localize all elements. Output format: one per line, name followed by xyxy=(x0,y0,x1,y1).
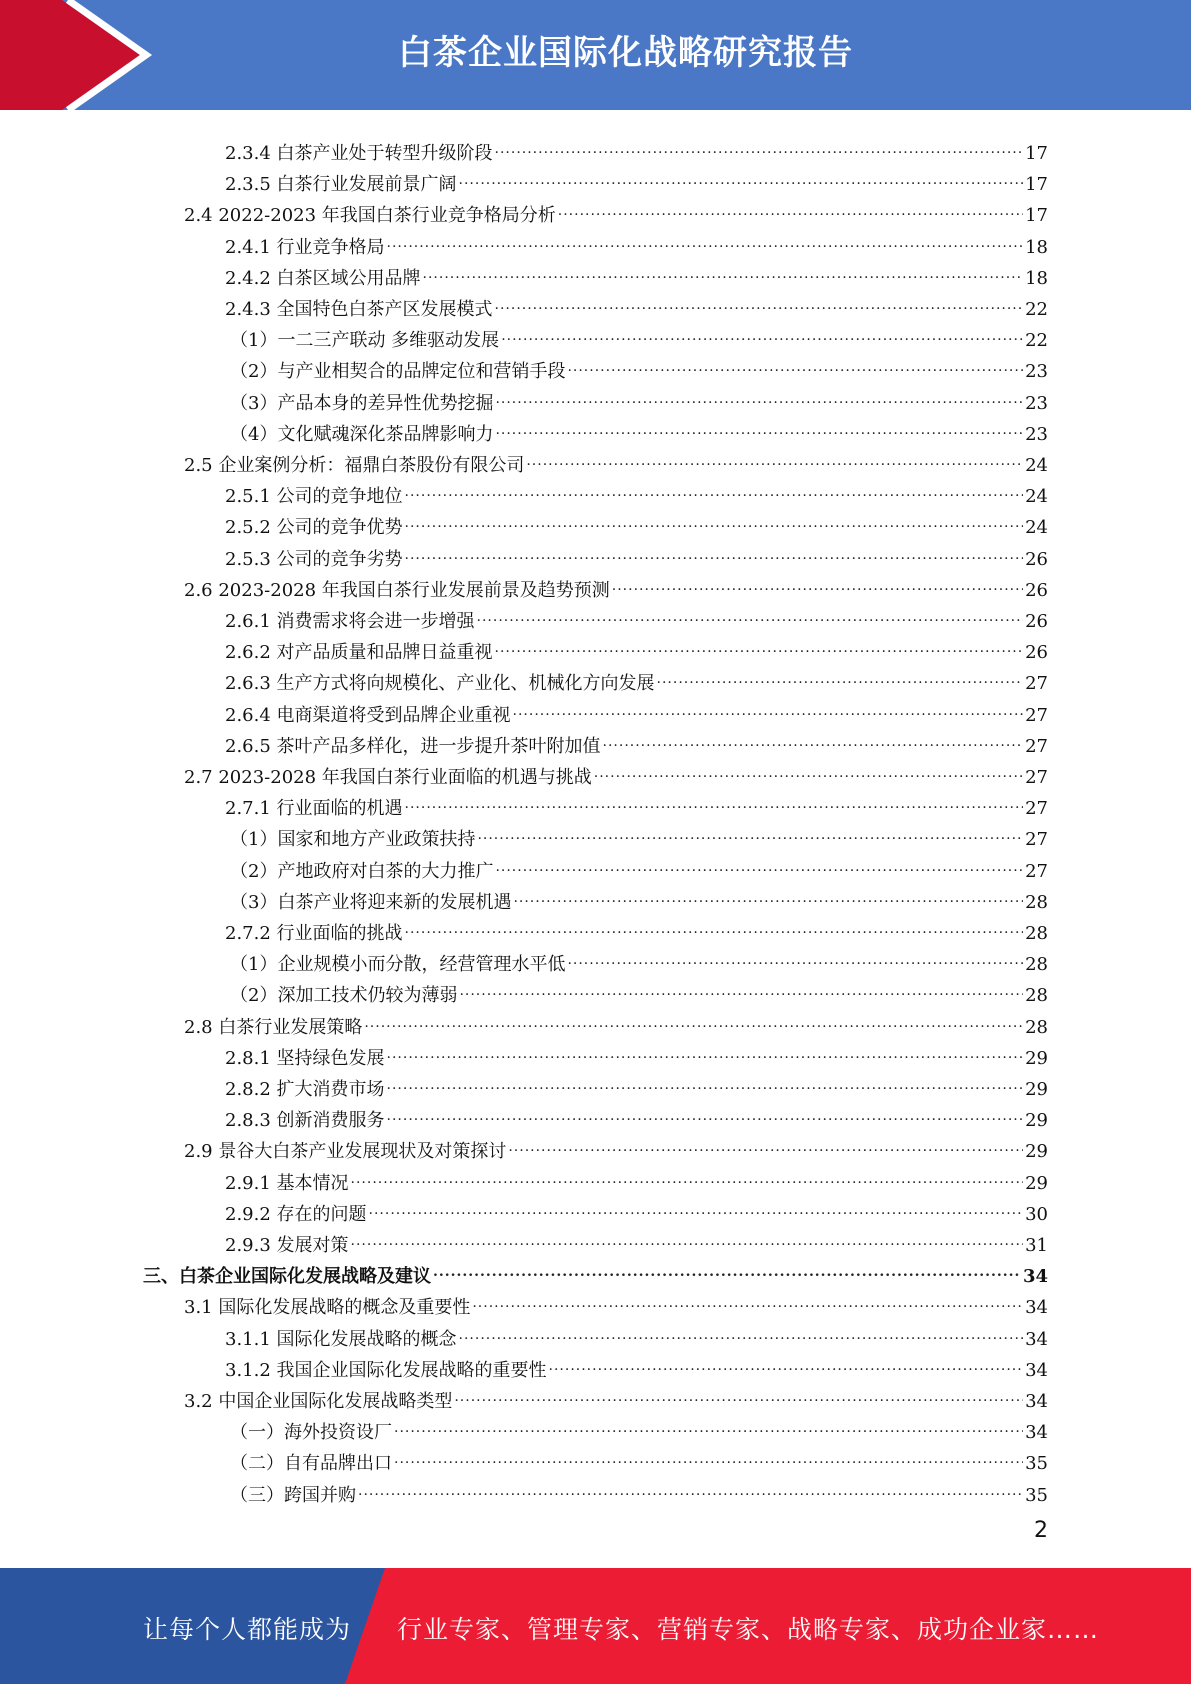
toc-entry-label: （1）企业规模小而分散，经营管理水平低 xyxy=(230,954,566,976)
toc-entry-label: 2.9.3 发展对策 xyxy=(225,1235,349,1256)
toc-leader-dots xyxy=(477,814,1023,845)
toc-leader-dots xyxy=(501,315,1023,346)
toc-entry-page: 28 xyxy=(1025,954,1048,976)
toc-leader-dots xyxy=(594,752,1023,783)
toc-leader-dots xyxy=(358,1470,1023,1501)
toc-leader-dots xyxy=(549,1345,1024,1376)
toc-entry-page: 27 xyxy=(1025,673,1048,695)
toc-leader-dots xyxy=(387,1064,1024,1095)
toc-entry[interactable] xyxy=(184,565,1048,601)
toc-entry[interactable] xyxy=(184,1002,1048,1038)
toc-leader-dots xyxy=(513,877,1023,908)
report-title: 白茶企业国际化战略研究报告 xyxy=(398,33,853,73)
toc-leader-dots xyxy=(567,939,1023,970)
toc-leader-dots xyxy=(513,690,1024,721)
toc-leader-dots xyxy=(405,783,1024,814)
toc-entry[interactable] xyxy=(225,471,1048,508)
toc-entry-page: 35 xyxy=(1025,1484,1048,1506)
toc-entry-page: 28 xyxy=(1025,923,1048,944)
toc-entry[interactable] xyxy=(225,690,1048,726)
toc-entry-label: 2.6 2023-2028 年我国白茶行业发展前景及趋势预测 xyxy=(184,579,610,601)
toc-entry-page: 34 xyxy=(1025,1391,1048,1412)
toc-leader-dots xyxy=(433,1251,1021,1282)
toc-entry-label: 2.9.2 存在的问题 xyxy=(225,1203,367,1225)
toc-entry-label: 2.4 2022-2023 年我国白茶行业竞争格局分析 xyxy=(184,205,556,227)
toc-entry-label: 2.4.3 全国特色白茶产区发展模式 xyxy=(225,299,493,320)
toc-entry-label: （2）深加工技术仍较为薄弱 xyxy=(230,985,458,1007)
toc-entry-page: 34 xyxy=(1025,1359,1048,1381)
toc-entry[interactable] xyxy=(230,877,1048,913)
toc-leader-dots xyxy=(567,346,1023,377)
toc-entry[interactable] xyxy=(230,378,1048,414)
toc-leader-dots xyxy=(387,222,1024,253)
toc-leader-dots xyxy=(657,658,1024,689)
toc-leader-dots xyxy=(472,1282,1023,1313)
toc-entry-label: 2.5 企业案例分析：福鼎白茶股份有限公司 xyxy=(184,455,525,476)
toc-entry-label: 2.7 2023-2028 年我国白茶行业面临的机遇与挑战 xyxy=(184,767,592,788)
toc-leader-dots xyxy=(369,1189,1024,1220)
toc-entry-label: 2.5.3 公司的竞争劣势 xyxy=(225,548,403,570)
toc-entry-page: 26 xyxy=(1025,611,1048,632)
toc-entry-label: （4）文化赋魂深化茶品牌影响力 xyxy=(230,423,494,445)
toc-entry-label: 2.8.2 扩大消费市场 xyxy=(225,1079,385,1100)
toc-entry-page: 34 xyxy=(1025,1422,1048,1444)
toc-entry[interactable] xyxy=(184,1126,1048,1163)
toc-entry[interactable] xyxy=(225,1064,1048,1100)
toc-entry-page: 17 xyxy=(1025,143,1048,164)
toc-entry[interactable] xyxy=(184,1282,1048,1319)
toc-entry[interactable] xyxy=(225,253,1048,289)
toc-entry[interactable] xyxy=(225,534,1048,570)
toc-entry[interactable] xyxy=(184,752,1048,788)
toc-entry[interactable] xyxy=(225,1095,1048,1132)
toc-entry[interactable] xyxy=(230,1407,1048,1444)
toc-entry[interactable] xyxy=(143,1251,1048,1288)
toc-leader-dots xyxy=(454,1376,1023,1407)
toc-leader-dots xyxy=(351,1220,1024,1251)
toc-entry[interactable] xyxy=(230,346,1048,383)
toc-entry[interactable] xyxy=(225,1220,1048,1256)
page-header xyxy=(0,0,1191,110)
toc-entry-page: 23 xyxy=(1025,392,1048,414)
toc-leader-dots xyxy=(495,846,1023,877)
toc-entry-page: 22 xyxy=(1025,330,1048,352)
toc-entry[interactable] xyxy=(230,315,1048,352)
toc-entry-page: 29 xyxy=(1025,1110,1048,1132)
toc-entry-label: （3）产品本身的差异性优势挖掘 xyxy=(230,392,494,414)
toc-entry-label: 2.5.2 公司的竞争优势 xyxy=(225,517,403,539)
toc-leader-dots xyxy=(558,190,1023,221)
toc-leader-dots xyxy=(603,721,1024,752)
toc-entry-page: 23 xyxy=(1025,423,1048,445)
toc-leader-dots xyxy=(423,253,1024,284)
toc-entry-page: 29 xyxy=(1025,1047,1048,1069)
toc-leader-dots xyxy=(459,159,1024,190)
toc-entry[interactable] xyxy=(225,1158,1048,1194)
toc-entry[interactable] xyxy=(225,721,1048,757)
toc-entry-page: 29 xyxy=(1025,1172,1048,1194)
toc-entry[interactable] xyxy=(225,1189,1048,1225)
toc-entry-label: （1）一二三产联动 多维驱动发展 xyxy=(230,330,500,352)
toc-entry-label: 2.6.3 生产方式将向规模化、产业化、机械化方向发展 xyxy=(225,673,655,695)
toc-entry-page: 28 xyxy=(1025,891,1048,913)
toc-entry-page: 30 xyxy=(1025,1203,1048,1225)
toc-entry-label: （二）自有品牌出口 xyxy=(230,1453,392,1475)
toc-entry-label: 2.3.5 白茶行业发展前景广阔 xyxy=(225,174,457,196)
toc-leader-dots xyxy=(394,1438,1023,1469)
toc-leader-dots xyxy=(405,471,1024,502)
toc-entry-label: 2.3.4 白茶产业处于转型升级阶段 xyxy=(225,143,493,164)
toc-entry-label: 2.6.5 茶叶产品多样化，进一步提升茶叶附加值 xyxy=(225,735,601,757)
toc-entry[interactable] xyxy=(225,502,1048,539)
toc-entry[interactable] xyxy=(225,783,1048,820)
toc-entry[interactable] xyxy=(225,284,1048,320)
toc-entry-label: 3.1.1 国际化发展战略的概念 xyxy=(225,1328,457,1350)
toc-entry-page: 18 xyxy=(1025,267,1048,289)
toc-entry[interactable] xyxy=(225,908,1048,944)
toc-entry-label: （1）国家和地方产业政策扶持 xyxy=(230,829,476,851)
toc-entry-page: 27 xyxy=(1025,735,1048,757)
toc-entry-page: 29 xyxy=(1025,1079,1048,1100)
toc-entry-page: 27 xyxy=(1025,860,1048,882)
toc-entry-page: 17 xyxy=(1025,174,1048,196)
toc-leader-dots xyxy=(495,128,1024,159)
toc-entry-page: 24 xyxy=(1025,517,1048,539)
toc-leader-dots xyxy=(459,1314,1024,1345)
toc-leader-dots xyxy=(364,1002,1023,1033)
toc-entry[interactable] xyxy=(230,939,1048,976)
page-number: 2 xyxy=(1034,1518,1048,1543)
toc-entry-label: 2.4.1 行业竞争格局 xyxy=(225,236,385,258)
toc-leader-dots xyxy=(405,502,1024,533)
toc-entry[interactable] xyxy=(225,222,1048,258)
toc-entry-page: 28 xyxy=(1025,985,1048,1007)
toc-entry[interactable] xyxy=(184,1376,1048,1412)
footer-slogan-left: 让每个人都能成为 xyxy=(143,1615,352,1644)
toc-entry[interactable] xyxy=(230,846,1048,882)
toc-entry-page: 27 xyxy=(1025,767,1048,788)
toc-entry-page: 17 xyxy=(1025,205,1048,227)
toc-entry[interactable] xyxy=(184,190,1048,227)
toc-entry-label: 三、白茶企业国际化发展战略及建议 xyxy=(143,1266,431,1288)
toc-leader-dots xyxy=(394,1407,1023,1438)
toc-entry[interactable] xyxy=(225,128,1048,164)
toc-entry-page: 26 xyxy=(1025,642,1048,664)
toc-entry[interactable] xyxy=(230,1438,1048,1475)
toc-leader-dots xyxy=(387,1095,1024,1126)
toc-entry-page: 24 xyxy=(1025,455,1048,476)
toc-leader-dots xyxy=(459,970,1023,1001)
page-footer xyxy=(0,1568,1191,1684)
toc-entry-page: 24 xyxy=(1025,486,1048,508)
toc-entry-page: 28 xyxy=(1025,1016,1048,1038)
toc-entry-label: 2.4.2 白茶区域公用品牌 xyxy=(225,267,421,289)
toc-entry-page: 27 xyxy=(1025,704,1048,726)
toc-entry-label: 2.8.1 坚持绿色发展 xyxy=(225,1047,385,1069)
toc-entry-label: 2.9 景谷大白茶产业发展现状及对策探讨 xyxy=(184,1141,507,1163)
toc-entry-page: 27 xyxy=(1025,829,1048,851)
toc-entry-page: 26 xyxy=(1025,579,1048,601)
toc-entry[interactable] xyxy=(230,1470,1048,1506)
toc-entry-label: 2.6.4 电商渠道将受到品牌企业重视 xyxy=(225,704,511,726)
toc-entry-page: 22 xyxy=(1025,299,1048,320)
toc-leader-dots xyxy=(508,1126,1023,1157)
toc-entry-label: （3）白茶产业将迎来新的发展机遇 xyxy=(230,891,512,913)
toc-entry[interactable] xyxy=(225,1345,1048,1381)
toc-entry[interactable] xyxy=(225,596,1048,632)
toc-leader-dots xyxy=(351,1158,1024,1189)
toc-leader-dots xyxy=(477,596,1024,627)
toc-entry-page: 35 xyxy=(1025,1453,1048,1475)
toc-entry-label: （2）产地政府对白茶的大力推广 xyxy=(230,860,494,882)
toc-entry-label: 3.2 中国企业国际化发展战略类型 xyxy=(184,1391,453,1412)
toc-leader-dots xyxy=(495,378,1023,409)
toc-entry-page: 23 xyxy=(1025,361,1048,383)
toc-entry-page: 31 xyxy=(1025,1235,1048,1256)
toc-entry-label: （2）与产业相契合的品牌定位和营销手段 xyxy=(230,361,566,383)
toc-entry[interactable] xyxy=(230,814,1048,851)
toc-leader-dots xyxy=(387,1033,1024,1064)
toc-entry[interactable] xyxy=(230,409,1048,445)
toc-entry-page: 26 xyxy=(1025,548,1048,570)
toc-leader-dots xyxy=(495,409,1023,440)
toc-leader-dots xyxy=(405,534,1024,565)
toc-entry[interactable] xyxy=(225,159,1048,196)
toc-entry-label: 2.5.1 公司的竞争地位 xyxy=(225,486,403,508)
toc-entry-label: 3.1 国际化发展战略的概念及重要性 xyxy=(184,1297,471,1319)
toc-entry-label: 2.8 白茶行业发展策略 xyxy=(184,1016,363,1038)
toc-leader-dots xyxy=(612,565,1023,596)
toc-entry[interactable] xyxy=(225,658,1048,695)
toc-entry-label: 2.6.2 对产品质量和品牌日益重视 xyxy=(225,642,493,664)
toc-leader-dots xyxy=(405,908,1024,939)
toc-entry-label: （一）海外投资设厂 xyxy=(230,1422,392,1444)
toc-entry[interactable] xyxy=(225,627,1048,664)
footer-slogan-right: 行业专家、管理专家、营销专家、战略专家、成功企业家…… xyxy=(397,1615,1100,1644)
toc-entry-label: 2.8.3 创新消费服务 xyxy=(225,1110,385,1132)
toc-entry-page: 27 xyxy=(1025,798,1048,820)
toc-leader-dots xyxy=(495,627,1024,658)
toc-entry[interactable] xyxy=(230,970,1048,1007)
toc-entry-label: 2.7.2 行业面临的挑战 xyxy=(225,923,403,944)
toc-entry[interactable] xyxy=(184,440,1048,476)
toc-entry[interactable] xyxy=(225,1314,1048,1350)
toc-entry-label: 3.1.2 我国企业国际化发展战略的重要性 xyxy=(225,1359,547,1381)
toc-leader-dots xyxy=(526,440,1023,471)
toc-leader-dots xyxy=(495,284,1024,315)
toc-entry-label: 2.9.1 基本情况 xyxy=(225,1172,349,1194)
toc-entry-page: 18 xyxy=(1025,236,1048,258)
toc-entry-label: 2.7.1 行业面临的机遇 xyxy=(225,798,403,820)
toc-entry-label: 2.6.1 消费需求将会进一步增强 xyxy=(225,611,475,632)
toc-entry[interactable] xyxy=(225,1033,1048,1069)
toc-entry-page: 34 xyxy=(1022,1266,1048,1288)
toc-entry-page: 34 xyxy=(1025,1297,1048,1319)
toc-entry-page: 29 xyxy=(1025,1141,1048,1163)
toc-entry-label: （三）跨国并购 xyxy=(230,1484,356,1506)
toc-entry-page: 34 xyxy=(1025,1328,1048,1350)
